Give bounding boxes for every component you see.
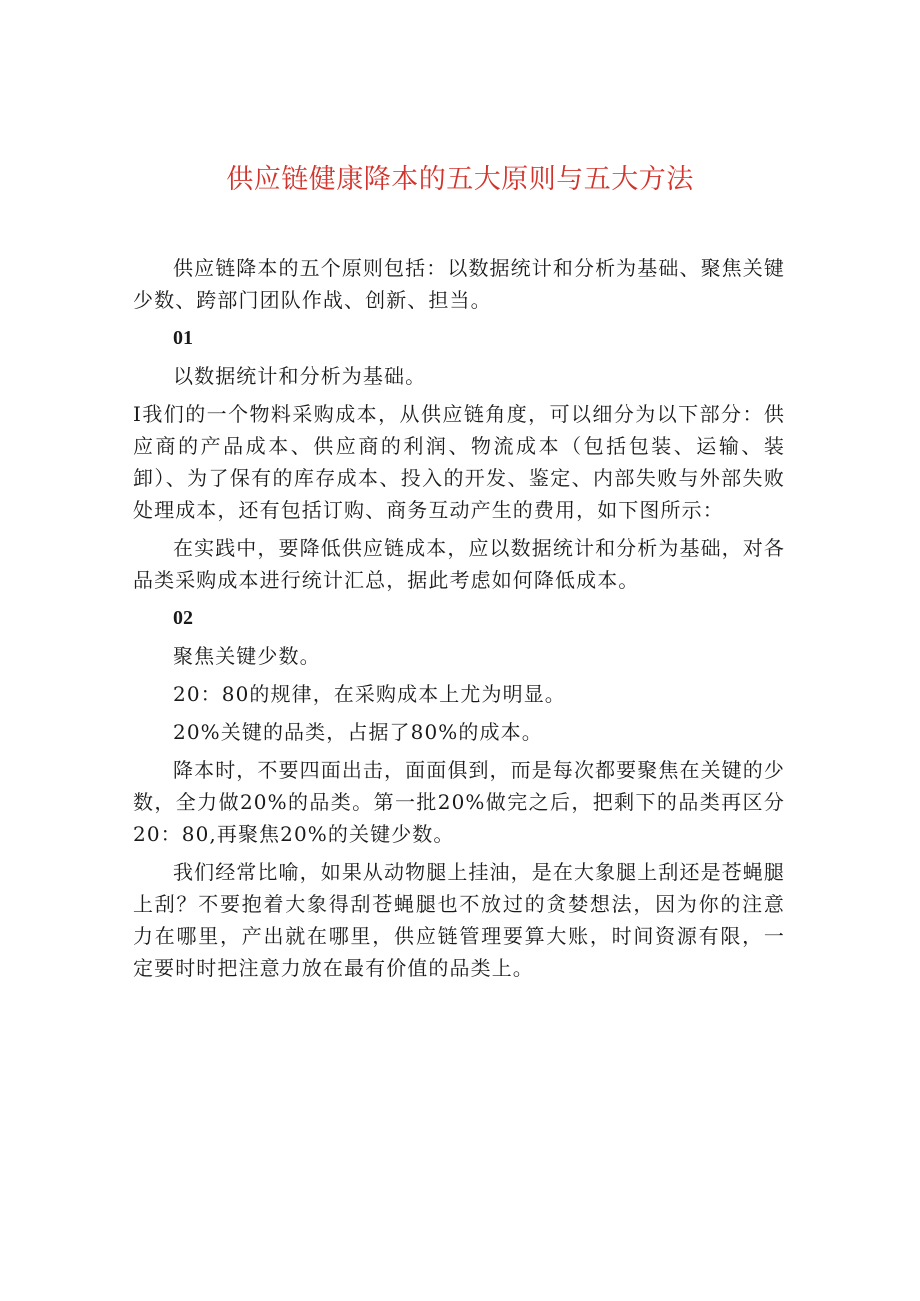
section-number-01: 01 [173, 327, 193, 349]
section-02-paragraph-2: 20%关键的品类，占据了80%的成本。 [173, 720, 543, 744]
section-02-paragraph-3: 降本时，不要四面出击，面面俱到，而是每次都要聚焦在关键的少数，全力做20%的品类。第一批20%做完之后，把剩下的品类再区分20：80,再聚焦20%的关键少数。 [133, 758, 785, 846]
section-02-paragraph-1: 20：80的规律，在采购成本上尤为明显。 [173, 682, 566, 706]
section-heading-02: 聚焦关键少数。 [173, 644, 321, 668]
section-number-02: 02 [173, 607, 193, 629]
document-title: 供应链健康降本的五大原则与五大方法 [226, 164, 694, 195]
section-heading-01: 以数据统计和分析为基础。 [173, 364, 427, 388]
section-01-paragraph-1: I我们的一个物料采购成本，从供应链角度，可以细分为以下部分：供应商的产品成本、供应商的利润、物流成本（包括包装、运输、装卸）、为了保有的库存成本、投入的开发、鉴定、内部失败与外部失败处理成本，还有包括订购、商务互动产生的费用，如下图所示： [133, 402, 785, 522]
section-02-paragraph-4: 我们经常比喻，如果从动物腿上挂油，是在大象腿上刮还是苍蝇腿上刮？不要抱着大象得刮苍蝇腿也不放过的贪婪想法，因为你的注意力在哪里，产出就在哪里，供应链管理要算大账，时间资源有限，一定要时时把注意力放在最有价值的品类上。 [133, 860, 785, 980]
section-01-paragraph-2: 在实践中，要降低供应链成本，应以数据统计和分析为基础，对各品类采购成本进行统计汇总，据此考虑如何降低成本。 [133, 536, 785, 592]
document-body [133, 252, 785, 984]
intro-paragraph: 供应链降本的五个原则包括：以数据统计和分析为基础、聚焦关键少数、跨部门团队作战、创新、担当。 [133, 256, 785, 312]
